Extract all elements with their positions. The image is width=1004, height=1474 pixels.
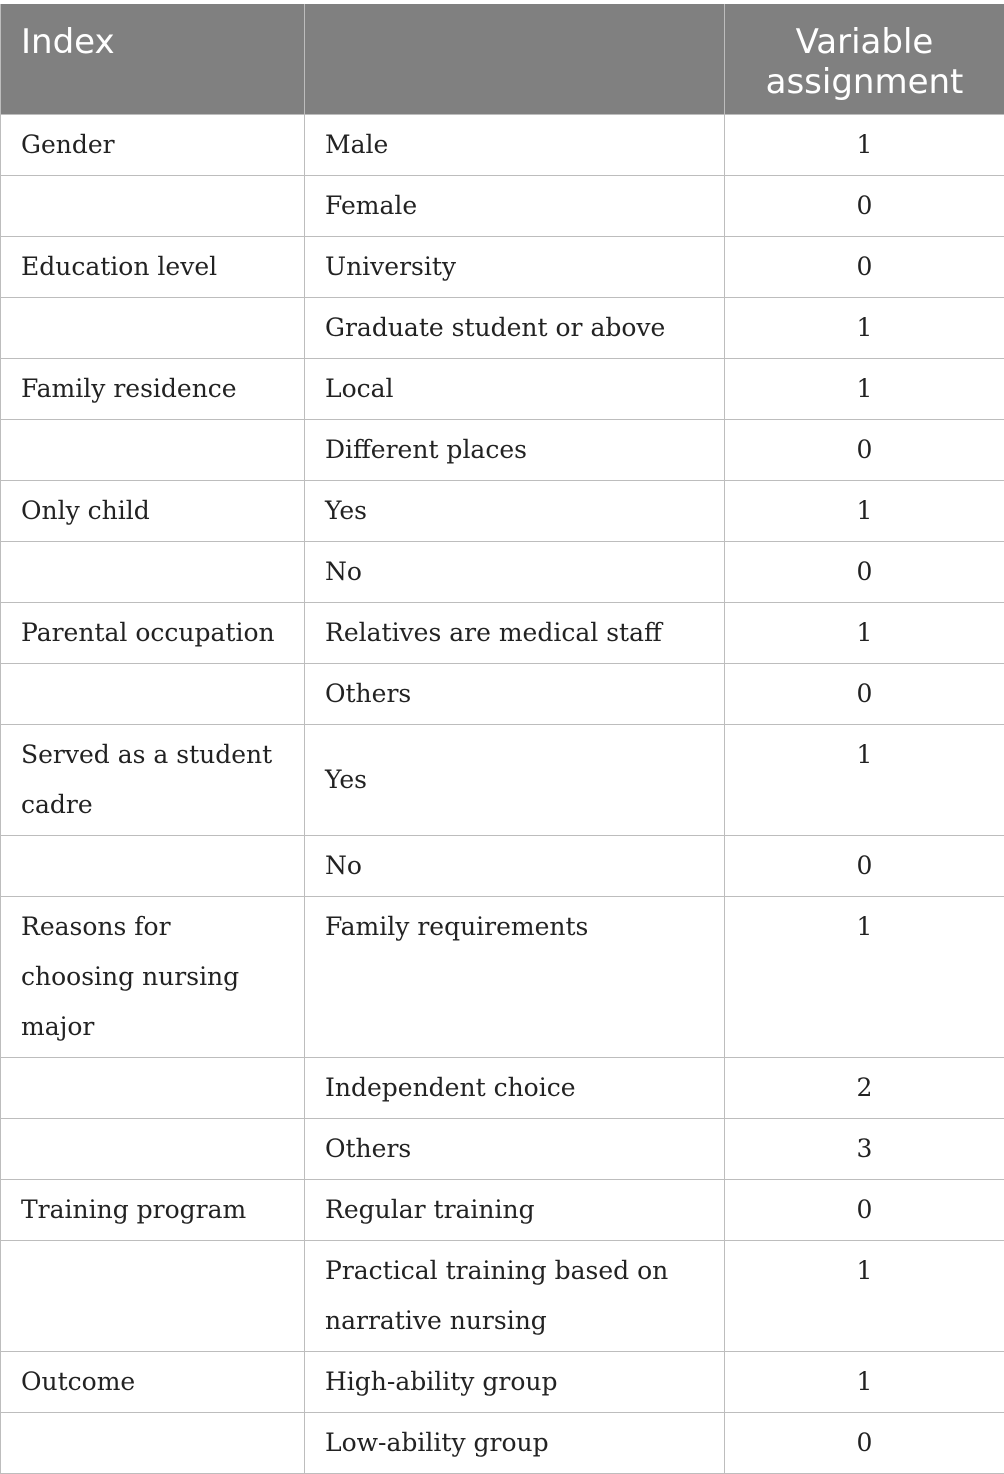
value-cell: 0 xyxy=(725,175,1004,236)
table-row xyxy=(1,835,1004,896)
table-row xyxy=(1,358,1004,419)
category-cell: Relatives are medical staff xyxy=(305,602,725,663)
category-cell: Regular training xyxy=(305,1179,725,1240)
value-cell: 1 xyxy=(725,480,1004,541)
table-body xyxy=(1,114,1004,1473)
value-cell: 1 xyxy=(725,114,1004,175)
index-cell xyxy=(1,175,305,236)
category-cell: Others xyxy=(305,1118,725,1179)
index-cell xyxy=(1,1240,305,1351)
value-cell: 0 xyxy=(725,663,1004,724)
value-cell: 1 xyxy=(725,602,1004,663)
index-cell: Outcome xyxy=(1,1351,305,1412)
index-cell xyxy=(1,297,305,358)
variable-assignment-table-container xyxy=(0,4,1004,1474)
category-cell: Different places xyxy=(305,419,725,480)
index-cell: Reasons for choosing nursing major xyxy=(1,896,305,1057)
category-cell: Graduate student or above xyxy=(305,297,725,358)
category-cell: Male xyxy=(305,114,725,175)
category-cell: No xyxy=(305,541,725,602)
index-cell xyxy=(1,1412,305,1473)
header-variable-assignment xyxy=(725,4,1004,114)
value-cell: 1 xyxy=(725,1240,1004,1351)
value-cell: 0 xyxy=(725,1179,1004,1240)
index-cell xyxy=(1,663,305,724)
category-cell: Independent choice xyxy=(305,1057,725,1118)
table-row xyxy=(1,1240,1004,1351)
index-cell: Gender xyxy=(1,114,305,175)
category-cell: University xyxy=(305,236,725,297)
index-cell: Training program xyxy=(1,1179,305,1240)
table-row xyxy=(1,297,1004,358)
value-cell: 1 xyxy=(725,896,1004,1057)
table-row xyxy=(1,1057,1004,1118)
table-row xyxy=(1,419,1004,480)
value-cell: 0 xyxy=(725,541,1004,602)
table-row xyxy=(1,1412,1004,1473)
value-cell: 3 xyxy=(725,1118,1004,1179)
value-cell: 1 xyxy=(725,297,1004,358)
table-row xyxy=(1,175,1004,236)
category-cell: Yes xyxy=(305,724,725,835)
index-cell: Family residence xyxy=(1,358,305,419)
header-category xyxy=(305,4,725,114)
value-cell: 0 xyxy=(725,419,1004,480)
index-cell xyxy=(1,419,305,480)
table-row xyxy=(1,663,1004,724)
table-row xyxy=(1,236,1004,297)
category-cell: Family requirements xyxy=(305,896,725,1057)
table-row xyxy=(1,724,1004,835)
header-value-line2: assignment xyxy=(766,62,964,102)
table-row xyxy=(1,602,1004,663)
value-cell: 1 xyxy=(725,724,1004,835)
value-cell: 0 xyxy=(725,835,1004,896)
value-cell: 0 xyxy=(725,236,1004,297)
category-cell: High-ability group xyxy=(305,1351,725,1412)
category-cell: Others xyxy=(305,663,725,724)
index-cell: Parental occupation xyxy=(1,602,305,663)
header-index: Index xyxy=(1,4,305,114)
category-cell: Low-ability group xyxy=(305,1412,725,1473)
category-cell: Practical training based on narrative nursing xyxy=(305,1240,725,1351)
index-cell: Served as a student cadre xyxy=(1,724,305,835)
index-cell xyxy=(1,541,305,602)
header-row xyxy=(1,4,1004,114)
table-header xyxy=(1,4,1004,114)
value-cell: 1 xyxy=(725,358,1004,419)
table-row xyxy=(1,114,1004,175)
table-row xyxy=(1,1351,1004,1412)
header-value-line1: Variable xyxy=(796,22,934,62)
category-cell: Yes xyxy=(305,480,725,541)
value-cell: 0 xyxy=(725,1412,1004,1473)
variable-assignment-table xyxy=(0,4,1004,1474)
table-row xyxy=(1,896,1004,1057)
index-cell xyxy=(1,1118,305,1179)
value-cell: 1 xyxy=(725,1351,1004,1412)
value-cell: 2 xyxy=(725,1057,1004,1118)
table-row xyxy=(1,1179,1004,1240)
table-row xyxy=(1,1118,1004,1179)
index-cell: Only child xyxy=(1,480,305,541)
table-row xyxy=(1,541,1004,602)
index-cell xyxy=(1,1057,305,1118)
category-cell: Female xyxy=(305,175,725,236)
category-cell: No xyxy=(305,835,725,896)
table-row xyxy=(1,480,1004,541)
index-cell: Education level xyxy=(1,236,305,297)
category-cell: Local xyxy=(305,358,725,419)
index-cell xyxy=(1,835,305,896)
